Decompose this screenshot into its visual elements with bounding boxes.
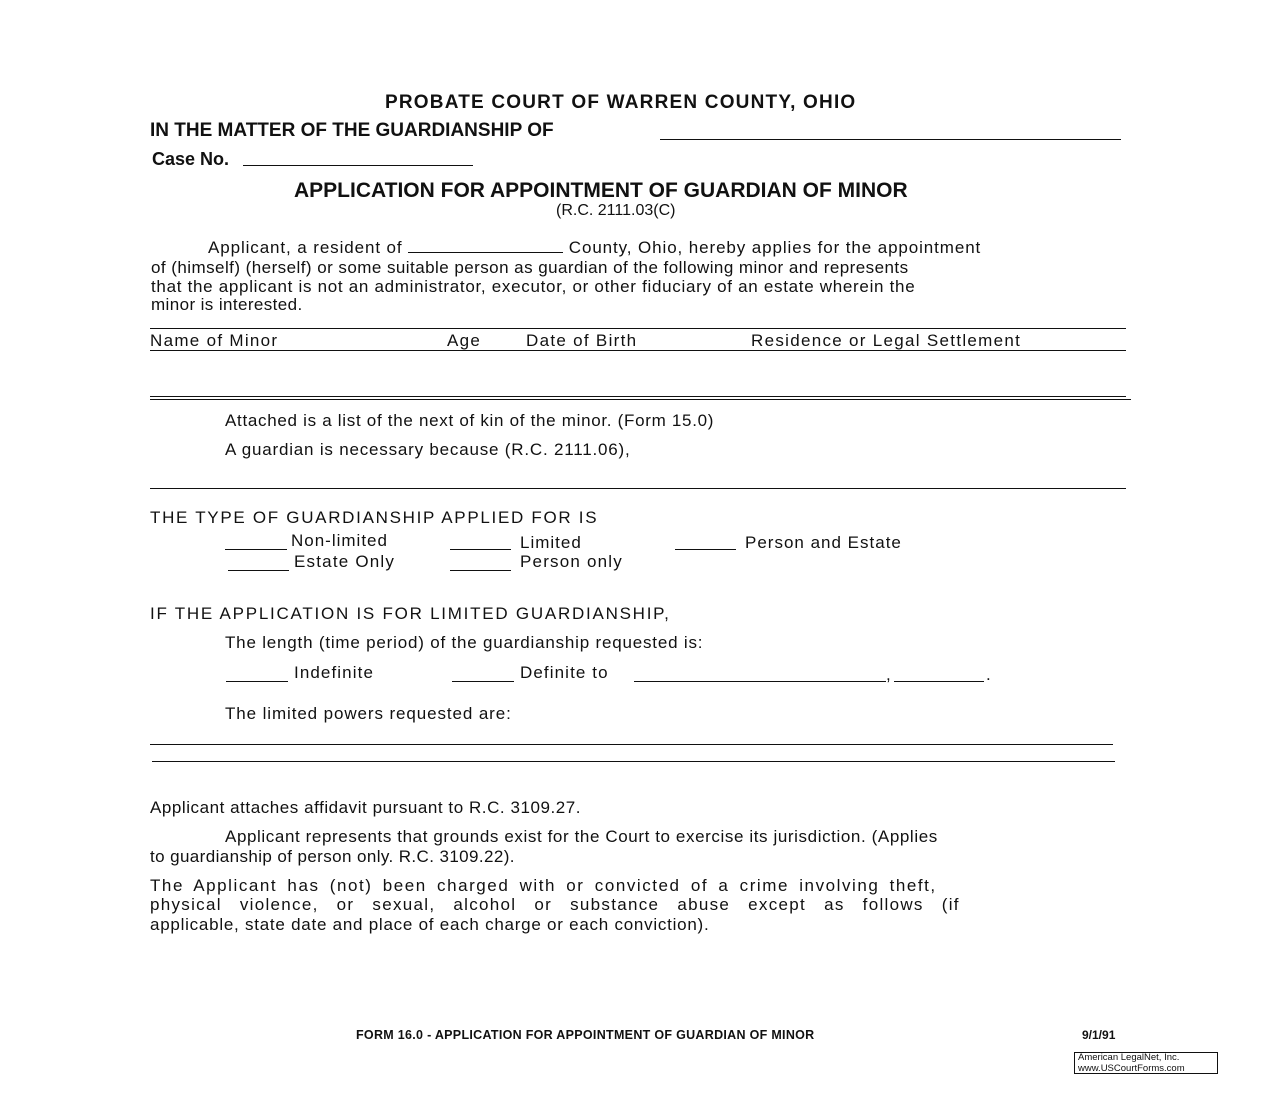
case-no-line [152, 149, 229, 170]
charged-line-2: physical violence, or sexual, alcohol or substance abuse except as follows (if [150, 895, 960, 914]
jurisdiction-line-2: to guardianship of person only. R.C. 3109.22). [150, 847, 515, 866]
publisher-url[interactable]: www.USCourtForms.com [1078, 1062, 1185, 1074]
necessity-reason-field[interactable] [150, 488, 1126, 489]
header-age: Age [447, 331, 482, 350]
limited-powers-label: The limited powers requested are: [225, 704, 512, 723]
intro-line-4: minor is interested. [151, 295, 303, 314]
limited-label: Limited [520, 533, 582, 552]
header-residence: Residence or Legal Settlement [751, 331, 1022, 350]
matter-label: IN THE MATTER OF THE GUARDIANSHIP OF [150, 120, 554, 141]
charged-line-1: The Applicant has (not) been charged with or convicted of a crime involving theft, [150, 876, 937, 895]
estate-only-label: Estate Only [294, 552, 396, 571]
intro-part2: County, Ohio, hereby applies for the appointment [568, 238, 982, 257]
indefinite-label: Indefinite [294, 663, 374, 682]
resident-county-field[interactable] [408, 251, 563, 253]
person-estate-checkbox[interactable] [675, 549, 736, 550]
definite-date-field[interactable] [634, 681, 886, 682]
court-title: PROBATE COURT OF WARREN COUNTY, OHIO [385, 92, 857, 113]
charged-line-3: applicable, state date and place of each charge or each conviction). [150, 915, 710, 934]
table-bottom-rule [150, 399, 1131, 400]
necessary-because-text: A guardian is necessary because (R.C. 2111.06), [225, 440, 631, 459]
header-date-of-birth: Date of Birth [526, 331, 638, 350]
intro-line-3: that the applicant is not an administrator, executor, or other fiduciary of an estate wherein the [151, 277, 916, 296]
jurisdiction-line-1: Applicant represents that grounds exist for the Court to exercise its jurisdiction. (Applies [225, 827, 938, 846]
case-no-field[interactable] [243, 165, 473, 166]
limited-checkbox[interactable] [450, 549, 511, 550]
definite-to-label: Definite to [520, 663, 609, 682]
intro-line-1 [208, 238, 981, 258]
limited-powers-field-2[interactable] [152, 761, 1115, 762]
publisher-box [1074, 1052, 1218, 1074]
definite-checkbox[interactable] [452, 681, 514, 682]
footer-form-title: FORM 16.0 - APPLICATION FOR APPOINTMENT OF GUARDIAN OF MINOR [356, 1028, 815, 1042]
date-period: . [986, 665, 991, 684]
case-no-label: Case No. [152, 149, 230, 169]
limited-heading: IF THE APPLICATION IS FOR LIMITED GUARDIANSHIP, [150, 604, 671, 623]
matter-line [150, 120, 554, 142]
publisher-name: American LegalNet, Inc. [1078, 1052, 1180, 1063]
footer-date: 9/1/91 [1082, 1028, 1116, 1042]
intro-line-2: of (himself) (herself) or some suitable person as guardian of the following minor and represents [151, 258, 909, 277]
next-of-kin-text: Attached is a list of the next of kin of the minor. (Form 15.0) [225, 411, 715, 430]
date-comma: , [886, 665, 891, 684]
type-heading: THE TYPE OF GUARDIANSHIP APPLIED FOR IS [150, 508, 599, 527]
limited-powers-field-1[interactable] [150, 744, 1113, 745]
affidavit-text: Applicant attaches affidavit pursuant to R.C. 3109.27. [150, 798, 582, 817]
person-only-checkbox[interactable] [450, 570, 511, 571]
person-estate-label: Person and Estate [745, 533, 902, 552]
estate-only-checkbox[interactable] [228, 570, 289, 571]
non-limited-checkbox[interactable] [225, 549, 287, 550]
minor-entry-field[interactable] [150, 396, 1126, 397]
indefinite-checkbox[interactable] [226, 681, 288, 682]
definite-year-field[interactable] [894, 681, 984, 682]
person-only-label: Person only [520, 552, 623, 571]
table-top-rule [150, 328, 1126, 329]
ward-name-field[interactable] [660, 139, 1121, 140]
intro-part1: Applicant, a resident of [208, 238, 403, 257]
form-title: APPLICATION FOR APPOINTMENT OF GUARDIAN OF MINOR [294, 179, 908, 202]
header-name-of-minor: Name of Minor [150, 331, 279, 350]
table-header-rule [150, 350, 1126, 351]
non-limited-label: Non-limited [291, 531, 388, 550]
length-label: The length (time period) of the guardianship requested is: [225, 633, 704, 652]
statute-ref: (R.C. 2111.03(C) [556, 202, 676, 219]
